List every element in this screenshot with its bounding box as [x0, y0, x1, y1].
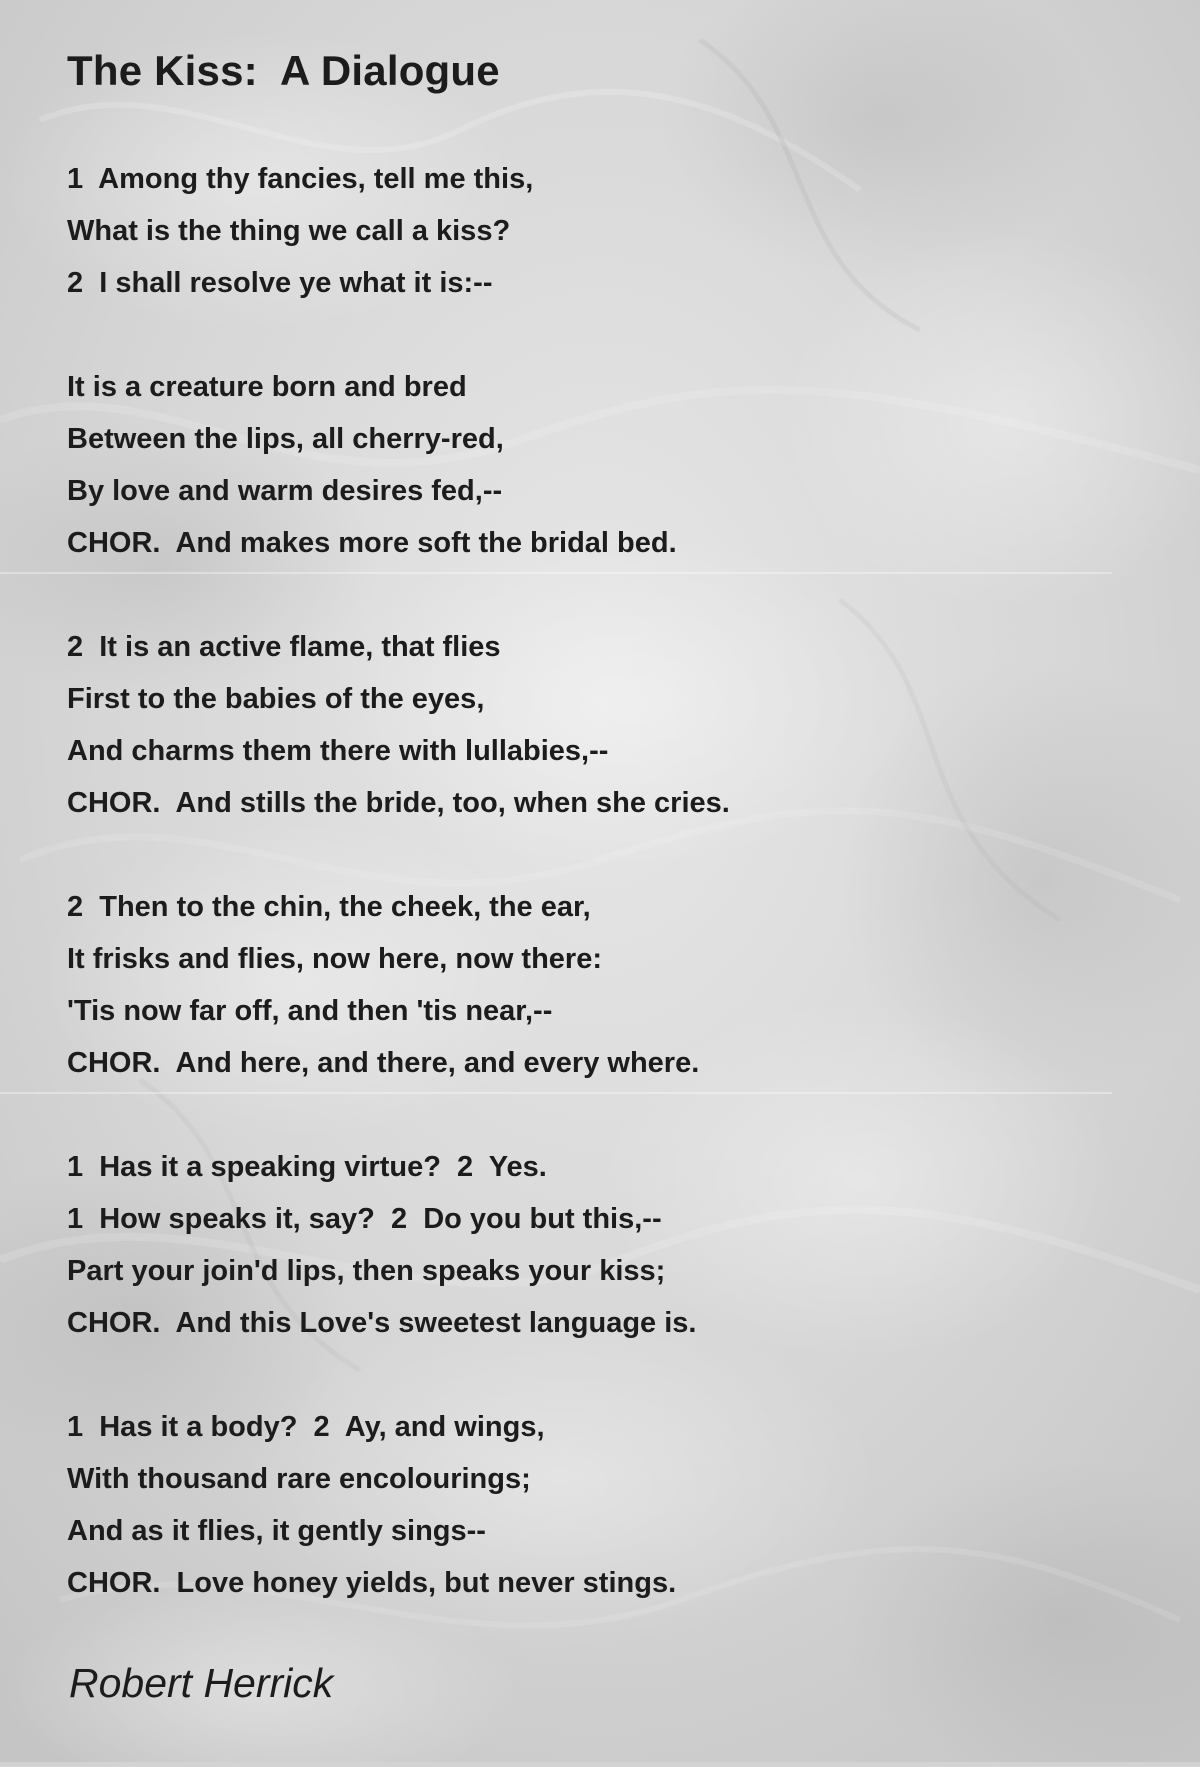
poem-line: 1 Has it a speaking virtue? 2 Yes. [67, 1151, 547, 1183]
poem-line: 1 Has it a body? 2 Ay, and wings, [67, 1411, 545, 1443]
stanza-3 [67, 621, 1117, 829]
poem-title: The Kiss: A Dialogue [67, 47, 500, 94]
poem-line: 'Tis now far off, and then 'tis near,-- [67, 995, 553, 1027]
poem-author: Robert Herrick [69, 1660, 334, 1706]
poem-line: CHOR. And makes more soft the bridal bed. [67, 527, 677, 559]
stanza-2 [67, 361, 1117, 569]
poem-line: 2 It is an active flame, that flies [67, 631, 501, 663]
poem-line: Part your join'd lips, then speaks your kiss; [67, 1255, 666, 1287]
stanza-1 [67, 153, 1117, 309]
poem-line: 1 How speaks it, say? 2 Do you but this,-- [67, 1203, 662, 1235]
poem-body [67, 153, 1117, 1661]
poem-line: CHOR. And stills the bride, too, when she cries. [67, 787, 730, 819]
poem-line: 2 Then to the chin, the cheek, the ear, [67, 891, 591, 923]
poem-line: It frisks and flies, now here, now there: [67, 943, 602, 975]
poem-line: CHOR. Love honey yields, but never stings. [67, 1567, 677, 1599]
poem-line: By love and warm desires fed,-- [67, 475, 503, 507]
poem-line: With thousand rare encolourings; [67, 1463, 531, 1495]
poem-line: First to the babies of the eyes, [67, 683, 485, 715]
poem-line: CHOR. And here, and there, and every where. [67, 1047, 700, 1079]
poem-line: 2 I shall resolve ye what it is:-- [67, 267, 493, 299]
stanza-4 [67, 881, 1117, 1089]
poem-line: It is a creature born and bred [67, 371, 467, 403]
poem-line: Between the lips, all cherry-red, [67, 423, 504, 455]
poem-line: And charms them there with lullabies,-- [67, 735, 609, 767]
poem-line: 1 Among thy fancies, tell me this, [67, 163, 534, 195]
poem-line: And as it flies, it gently sings-- [67, 1515, 486, 1547]
poem-line: What is the thing we call a kiss? [67, 215, 511, 247]
poem-line: CHOR. And this Love's sweetest language is. [67, 1307, 697, 1339]
stanza-6 [67, 1401, 1117, 1609]
stanza-5 [67, 1141, 1117, 1349]
